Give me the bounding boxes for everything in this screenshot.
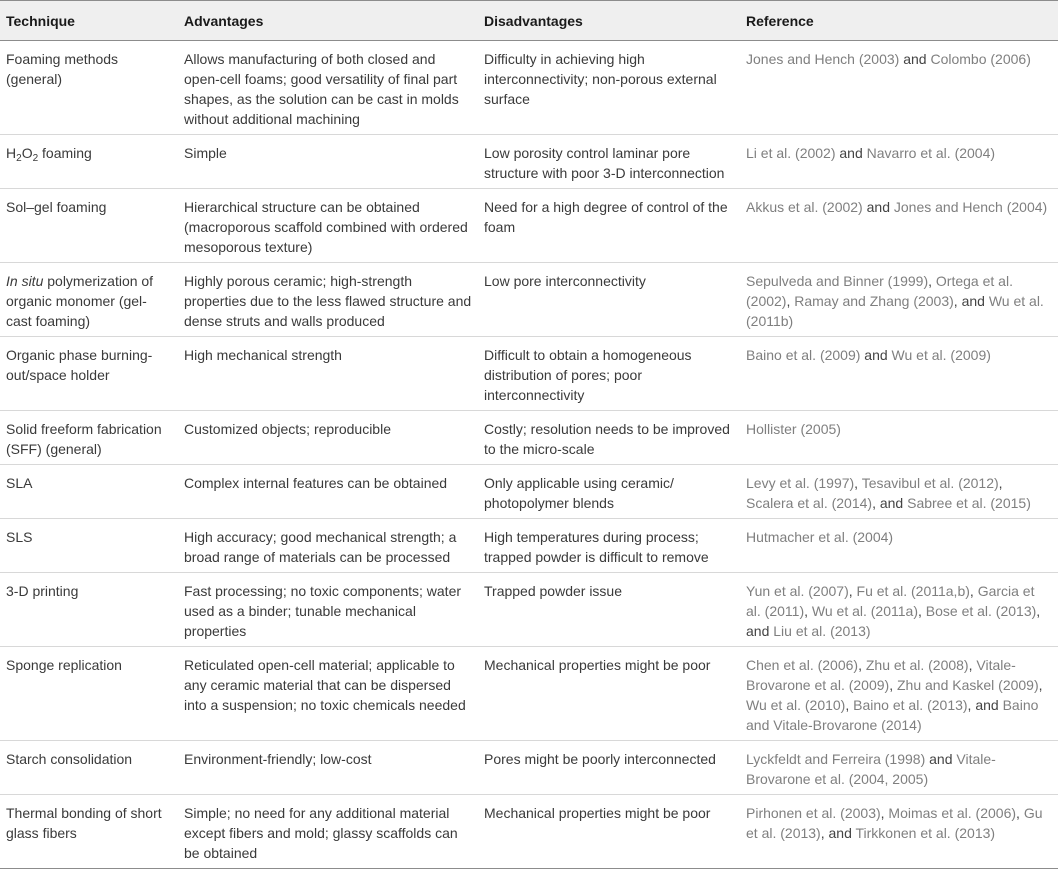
citation-link[interactable]: Pirhonen et al. (2003) bbox=[746, 805, 881, 821]
citation-link[interactable]: Vitale-Brovarone et al. (2009) bbox=[746, 657, 1016, 693]
disadvantages-cell: Costly; resolution needs to be improved to the micro-scale bbox=[478, 411, 740, 465]
citation-separator: , bbox=[969, 583, 978, 599]
citation-link[interactable]: Bose et al. (2013) bbox=[925, 603, 1037, 619]
citation-link[interactable]: Jones and Hench (2004) bbox=[893, 199, 1048, 215]
disadvantages-cell: Mechanical properties might be poor bbox=[478, 647, 740, 741]
disadvantages-cell: Need for a high degree of control of the foam bbox=[478, 189, 740, 263]
citation-link[interactable]: Liu et al. (2013) bbox=[773, 623, 871, 639]
advantages-cell: High mechanical strength bbox=[178, 337, 478, 411]
citation-separator: , bbox=[845, 697, 854, 713]
disadvantages-cell: Difficulty in achieving high interconnectivity; non-porous external surface bbox=[478, 41, 740, 135]
citation-separator: , bbox=[1016, 805, 1024, 821]
table-row bbox=[0, 189, 1058, 263]
citation-link[interactable]: Yun et al. (2007) bbox=[746, 583, 849, 599]
disadvantages-cell: Pores might be poorly interconnected bbox=[478, 741, 740, 795]
citation-separator: , and bbox=[953, 293, 989, 309]
technique-italic: In situ bbox=[6, 273, 44, 289]
citation-separator: , and bbox=[746, 603, 1041, 639]
advantages-cell: Simple bbox=[178, 135, 478, 189]
header-row bbox=[0, 1, 1058, 41]
advantages-cell: Environment-friendly; low-cost bbox=[178, 741, 478, 795]
citation-link[interactable]: Ramay and Zhang (2003) bbox=[794, 293, 954, 309]
table-row bbox=[0, 135, 1058, 189]
citation-link[interactable]: Moimas et al. (2006) bbox=[888, 805, 1017, 821]
technique-cell: 3-D printing bbox=[0, 573, 178, 647]
citation-link[interactable]: Sepulveda and Binner (1999) bbox=[746, 273, 929, 289]
citation-separator: , and bbox=[967, 697, 1003, 713]
citation-link[interactable]: Gu et al. (2013) bbox=[746, 805, 1043, 841]
table-row bbox=[0, 519, 1058, 573]
citation-link[interactable]: Tesavibul et al. (2012) bbox=[861, 475, 999, 491]
citation-link[interactable]: Baino et al. (2009) bbox=[746, 347, 861, 363]
table-row bbox=[0, 263, 1058, 337]
citation-link[interactable]: Akkus et al. (2002) bbox=[746, 199, 863, 215]
technique-cell bbox=[0, 135, 178, 189]
advantages-cell: High accuracy; good mechanical strength; a broad range of materials can be processed bbox=[178, 519, 478, 573]
reference-cell bbox=[740, 337, 1058, 411]
disadvantages-cell: Low porosity control laminar pore structure with poor 3-D interconnection bbox=[478, 135, 740, 189]
citation-link[interactable]: Wu et al. (2011b) bbox=[746, 293, 1044, 329]
advantages-cell: Fast processing; no toxic components; water used as a binder; tunable mechanical properties bbox=[178, 573, 478, 647]
technique-text: foaming bbox=[38, 145, 92, 161]
reference-cell bbox=[740, 465, 1058, 519]
reference-cell bbox=[740, 795, 1058, 869]
citation-separator: , bbox=[1038, 677, 1043, 693]
disadvantages-cell: Low pore interconnectivity bbox=[478, 263, 740, 337]
advantages-cell: Customized objects; reproducible bbox=[178, 411, 478, 465]
citation-link[interactable]: Colombo (2006) bbox=[930, 51, 1031, 67]
table-row bbox=[0, 337, 1058, 411]
citation-link[interactable]: Tirkkonen et al. (2013) bbox=[855, 825, 996, 841]
advantages-cell: Simple; no need for any additional material except fibers and mold; glassy scaffolds can be obtained bbox=[178, 795, 478, 869]
citation-link[interactable]: Hutmacher et al. (2004) bbox=[746, 529, 894, 545]
citation-link[interactable]: Hollister (2005) bbox=[746, 421, 841, 437]
technique-text: O bbox=[21, 145, 33, 161]
technique-cell: Starch consolidation bbox=[0, 741, 178, 795]
citation-separator: and bbox=[925, 751, 957, 767]
technique-text: polymerization of organic monomer (gel-cast foaming) bbox=[6, 273, 154, 329]
disadvantages-cell: Only applicable using ceramic/ photopolymer blends bbox=[478, 465, 740, 519]
technique-cell bbox=[0, 263, 178, 337]
table-row bbox=[0, 795, 1058, 869]
advantages-cell: Reticulated open-cell material; applicable to any ceramic material that can be dispersed into a suspension; no toxic chemicals needed bbox=[178, 647, 478, 741]
reference-cell bbox=[740, 135, 1058, 189]
technique-cell: Foaming methods (general) bbox=[0, 41, 178, 135]
technique-cell: Sol–gel foaming bbox=[0, 189, 178, 263]
technique-cell: SLA bbox=[0, 465, 178, 519]
table-row bbox=[0, 41, 1058, 135]
citation-separator: , bbox=[880, 805, 889, 821]
citation-separator: , bbox=[968, 657, 977, 673]
citation-separator: , bbox=[917, 603, 926, 619]
technique-cell: Organic phase burning-out/space holder bbox=[0, 337, 178, 411]
technique-cell: SLS bbox=[0, 519, 178, 573]
advantages-cell: Hierarchical structure can be obtained (macroporous scaffold combined with ordered mesoporous texture) bbox=[178, 189, 478, 263]
citation-separator: , bbox=[786, 293, 795, 309]
header-disadvantages: Disadvantages bbox=[478, 1, 740, 41]
reference-cell bbox=[740, 41, 1058, 135]
citation-separator: , bbox=[889, 677, 897, 693]
citation-link[interactable]: Zhu and Kaskel (2009) bbox=[896, 677, 1039, 693]
citation-link[interactable]: Garcia et al. (2011) bbox=[746, 583, 1035, 619]
table-row bbox=[0, 647, 1058, 741]
technique-cell: Thermal bonding of short glass fibers bbox=[0, 795, 178, 869]
citation-link[interactable]: Wu et al. (2009) bbox=[891, 347, 991, 363]
citation-link[interactable]: Scalera et al. (2014) bbox=[746, 495, 873, 511]
citation-link[interactable]: Ortega et al. (2002) bbox=[746, 273, 1013, 309]
table-row bbox=[0, 411, 1058, 465]
table-row bbox=[0, 573, 1058, 647]
citation-link[interactable]: Wu et al. (2011a) bbox=[811, 603, 918, 619]
table-row bbox=[0, 465, 1058, 519]
citation-separator: and bbox=[899, 51, 931, 67]
reference-cell bbox=[740, 189, 1058, 263]
disadvantages-cell: High temperatures during process; trapped powder is difficult to remove bbox=[478, 519, 740, 573]
citation-separator: , bbox=[998, 475, 1003, 491]
technique-cell: Solid freeform fabrication (SFF) (general) bbox=[0, 411, 178, 465]
citation-link[interactable]: Navarro et al. (2004) bbox=[866, 145, 996, 161]
disadvantages-cell: Difficult to obtain a homogeneous distribution of pores; poor interconnectivity bbox=[478, 337, 740, 411]
reference-cell bbox=[740, 411, 1058, 465]
citation-link[interactable]: Levy et al. (1997) bbox=[746, 475, 855, 491]
citation-link[interactable]: Baino et al. (2013) bbox=[853, 697, 968, 713]
citation-separator: , and bbox=[872, 495, 908, 511]
header-technique: Technique bbox=[0, 1, 178, 41]
technique-cell: Sponge replication bbox=[0, 647, 178, 741]
citation-separator: , and bbox=[820, 825, 856, 841]
header-advantages: Advantages bbox=[178, 1, 478, 41]
reference-cell bbox=[740, 741, 1058, 795]
citation-link[interactable]: Lyckfeldt and Ferreira (1998) bbox=[746, 751, 926, 767]
citation-link[interactable]: Baino and Vitale-Brovarone (2014) bbox=[746, 697, 1039, 733]
citation-separator: , bbox=[858, 657, 866, 673]
citation-link[interactable]: Li et al. (2002) bbox=[746, 145, 836, 161]
citation-separator: , bbox=[928, 273, 936, 289]
disadvantages-cell: Trapped powder issue bbox=[478, 573, 740, 647]
citation-separator: , bbox=[854, 475, 862, 491]
citation-link[interactable]: Wu et al. (2010) bbox=[746, 697, 846, 713]
citation-separator: and bbox=[862, 199, 894, 215]
citation-link[interactable]: Sabree et al. (2015) bbox=[907, 495, 1031, 511]
citation-separator: and bbox=[835, 145, 867, 161]
citation-link[interactable]: Jones and Hench (2003) bbox=[746, 51, 900, 67]
header-reference: Reference bbox=[740, 1, 1058, 41]
citation-link[interactable]: Chen et al. (2006) bbox=[746, 657, 859, 673]
reference-cell bbox=[740, 519, 1058, 573]
citation-link[interactable]: Vitale-Brovarone et al. (2004, 2005) bbox=[746, 751, 996, 787]
advantages-cell: Highly porous ceramic; high-strength properties due to the less flawed structure and dense struts and walls produced bbox=[178, 263, 478, 337]
citation-separator: , bbox=[804, 603, 812, 619]
citation-link[interactable]: Fu et al. (2011a,b) bbox=[856, 583, 970, 599]
subscript: 2 bbox=[16, 153, 22, 164]
table-row bbox=[0, 741, 1058, 795]
technique-text: H bbox=[6, 145, 17, 161]
reference-cell bbox=[740, 263, 1058, 337]
citation-separator: , bbox=[848, 583, 857, 599]
reference-cell bbox=[740, 573, 1058, 647]
disadvantages-cell: Mechanical properties might be poor bbox=[478, 795, 740, 869]
reference-cell bbox=[740, 647, 1058, 741]
advantages-cell: Complex internal features can be obtained bbox=[178, 465, 478, 519]
subscript: 2 bbox=[32, 153, 39, 164]
advantages-cell: Allows manufacturing of both closed and open-cell foams; good versatility of final part shapes, as the solution can be cast in molds without additional machining bbox=[178, 41, 478, 135]
citation-separator: and bbox=[860, 347, 892, 363]
citation-link[interactable]: Zhu et al. (2008) bbox=[865, 657, 969, 673]
